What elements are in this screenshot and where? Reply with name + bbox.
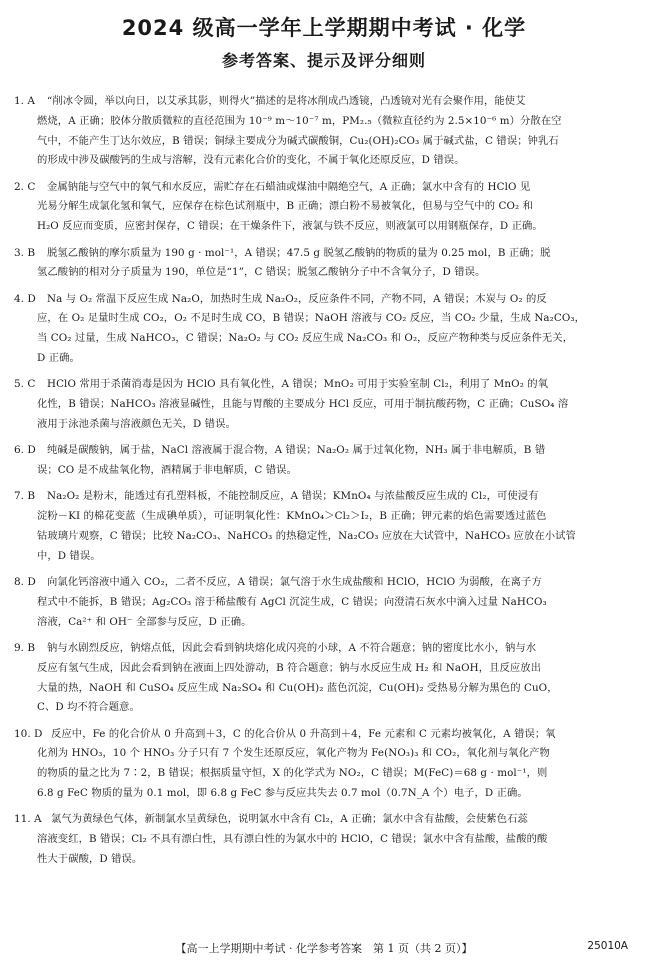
answer-number: 2. C <box>14 180 36 193</box>
answer-number: 6. D <box>14 444 36 457</box>
page-title: 2024 级高一学年上学期期中考试 · 化学 <box>121 16 527 40</box>
footer-text: 【高一上学期期中考试 · 化学参考答案 第 1 页（共 2 页）】 <box>175 942 473 955</box>
answer-item <box>14 639 636 718</box>
answer-item <box>14 810 636 869</box>
answer-text-line: 当 CO₂ 过量，生成 NaHCO₃，C 错误；Na₂O₂ 与 CO₂ 反应生成 Na₂CO₃ 和 O₂，反应产物种类与反应条件无关， <box>37 332 574 345</box>
answer-text-line: HClO 常用于杀菌消毒是因为 HClO 具有氧化性，A 错误；MnO₂ 可用于实验室制 Cl₂，利用了 MnO₂ 的氧 <box>47 378 549 391</box>
answer-text-line: 反应有氢气生成，因此会看到钠在液面上四处游动，B 符合题意；钠与水反应生成 H₂ 和 NaOH，且反应放出 <box>37 661 542 674</box>
answer-item <box>14 375 636 434</box>
answer-text-line: 氢乙酸钠的相对分子质量为 190，单位是“1”，C 错误；脱氢乙酸钠分子中不含氧分子，D 错误。 <box>37 266 486 279</box>
answer-text-line: 化性，B 错误；NaHCO₃ 溶液显碱性，且能与胃酸的主要成分 HCl 反应，可用于制抗酸药物，C 正确；CuSO₄ 溶 <box>37 398 569 411</box>
answer-text-line: 光易分解生成氯化氢和氧气，应保存在棕色试剂瓶中，B 正确；漂白粉不易被氧化，但易与空气中的 CO₂ 和 <box>37 200 533 213</box>
answer-number: 8. D <box>14 576 36 589</box>
answer-list <box>14 92 636 876</box>
footer-code: 25010A <box>587 940 628 952</box>
answer-text-line: 脱氢乙酸钠的摩尔质量为 190 g · mol⁻¹，A 错误；47.5 g 脱氢乙酸钠的物质的量为 0.25 mol，B 正确；脱 <box>47 246 551 259</box>
answer-text-line: 6.8 g FeC 物质的量为 0.1 mol，即 6.8 g FeC 参与反应共失去 0.7 mol（0.7N_A 个）电子，D 正确。 <box>37 787 528 799</box>
answer-text-line: Na 与 O₂ 常温下反应生成 Na₂O，加热时生成 Na₂O₂，反应条件不同，产物不同，A 错误；木炭与 O₂ 的反 <box>47 292 547 305</box>
answer-number: 7. B <box>14 490 36 503</box>
answer-text-line: 误；CO 是不成盐氧化物，酒精属于非电解质，C 错误。 <box>37 464 297 477</box>
answer-number: 5. C <box>14 378 36 391</box>
answer-item <box>14 725 636 804</box>
answer-text-line: 性大于碳酸，D 错误。 <box>37 852 143 865</box>
answer-text-line: 反应中，Fe 的化合价从 0 升高到＋3，C 的化合价从 0 升高到＋4，Fe 元素和 C 元素均被氧化，A 错误；氧 <box>51 727 556 740</box>
answer-text-line: 向氯化钙溶液中通入 CO₂，二者不反应，A 错误；氯气溶于水生成盐酸和 HClO，HClO 为弱酸，在离子方 <box>47 576 542 589</box>
answer-text-line: H₂O 反应而变质，应密封保存，C 错误；在干燥条件下，液氯与铁不反应，则液氯可以用钢瓶保存，D 正确。 <box>37 220 543 233</box>
answer-text-line: 的形成中涉及碳酸钙的生成与溶解，没有元素化合价的变化，不属于氧化还原反应，D 错误。 <box>37 154 465 167</box>
answer-item <box>14 441 636 481</box>
answer-text-line: 纯碱是碳酸钠，属于盐，NaCl 溶液属于混合物，A 错误；Na₂O₂ 属于过氧化物，NH₃ 属于非电解质，B 错 <box>47 444 546 457</box>
answer-number: 3. B <box>14 246 36 259</box>
answer-text-line: 钠与水剧烈反应，钠熔点低，因此会看到钠块熔化成闪亮的小球，A 不符合题意；钠的密度比水小，钠与水 <box>47 641 537 654</box>
answer-text-line: 应，在 O₂ 足量时生成 CO₂，O₂ 不足时生成 CO，B 错误；NaOH 溶液与 CO₂ 反应，当 CO₂ 少量，生成 Na₂CO₃， <box>37 312 586 325</box>
answer-text-line: 淀粉－KI 的棉花变蓝（生成碘单质），可证明氧化性：KMnO₄＞Cl₂＞I₂，B 正确；钾元素的焰色需要透过蓝色 <box>37 510 547 523</box>
answer-text-line: 溶液变红，B 错误；Cl₂ 不具有漂白性，具有漂白性的为氯水中的 HClO，C 错误；氯水中含有盐酸，盐酸的酸 <box>37 833 548 846</box>
answer-text-line: “削冰令圆，举以向日，以艾承其影，则得火”描述的是将冰削成凸透镜，凸透镜对光有会聚作用，能使艾 <box>47 95 526 107</box>
answer-text-line: Na₂O₂ 是粉末，能透过有孔塑料板，不能控制反应，A 错误；KMnO₄ 与浓盐酸反应生成的 Cl₂，可使浸有 <box>47 490 539 503</box>
answer-text-line: 金属钠能与空气中的氧气和水反应，需贮存在石蜡油或煤油中隔绝空气，A 正确；氯水中含有的 HClO 见 <box>47 180 531 193</box>
answer-text-line: 钴玻璃片观察，C 错误；比较 Na₂CO₃、NaHCO₃ 的热稳定性，Na₂CO₃ 应放在大试管中，NaHCO₃ 应放在小试管 <box>37 529 576 542</box>
answer-text-line: D 正确。 <box>37 352 80 365</box>
answer-text-line: 氯气为黄绿色气体，新制氯水呈黄绿色，说明氯水中含有 Cl₂，A 正确；氯水中含有盐酸，会使紫色石蕊 <box>51 813 528 826</box>
answer-number: 4. D <box>14 292 36 305</box>
answer-item <box>14 290 636 369</box>
answer-item <box>14 487 636 566</box>
answer-item <box>14 92 636 171</box>
answer-text-line: 溶液，Ca²⁺ 和 OH⁻ 全部参与反应，D 正确。 <box>37 615 252 628</box>
answer-number: 1. A <box>14 95 35 107</box>
answer-text-line: 大量的热，NaOH 和 CuSO₄ 反应生成 Na₂SO₄ 和 Cu(OH)₂ 蓝色沉淀，Cu(OH)₂ 受热易分解为黑色的 CuO， <box>37 681 558 694</box>
answer-text-line: 燃烧，A 正确；胶体分散质微粒的直径范围为 10⁻⁹ m～10⁻⁷ m，PM₂.₅（微粒直径约为 2.5×10⁻⁶ m）分散在空 <box>37 114 562 127</box>
answer-number: 9. B <box>14 641 36 654</box>
answer-number: 10. D <box>14 727 43 740</box>
answer-number: 11. A <box>14 813 42 826</box>
answer-text-line: 程式中不能拆，B 错误；Ag₂CO₃ 溶于稀盐酸有 AgCl 沉淀生成，C 错误；向澄清石灰水中滴入过量 NaHCO₃ <box>37 595 547 608</box>
answer-text-line: 化剂为 HNO₃，10 个 HNO₃ 分子只有 7 个发生还原反应，氧化产物为 Fe(NO₃)₃ 和 CO₂，氧化剂与氧化产物 <box>37 747 550 760</box>
answer-text-line: 气中，不能产生丁达尔效应，B 错误；铜绿主要成分为碱式碳酸铜，Cu₂(OH)₂CO₃ 属于碱式盐，C 错误；钟乳石 <box>37 134 559 147</box>
answer-text-line: 中，D 错误。 <box>37 549 101 562</box>
answer-text-line: 液用于泳池杀菌与溶液颜色无关，D 错误。 <box>37 417 236 430</box>
answer-text-line: C、D 均不符合题意。 <box>37 701 140 714</box>
answer-item <box>14 573 636 632</box>
answer-item <box>14 244 636 284</box>
answer-text-line: 的物质的量之比为 7∶2，B 错误；根据质量守恒，X 的化学式为 NO₂，C 错误；M(FeC)＝68 g · mol⁻¹，则 <box>37 767 548 780</box>
answer-item <box>14 178 636 237</box>
page-subtitle: 参考答案、提示及评分细则 <box>221 51 426 70</box>
